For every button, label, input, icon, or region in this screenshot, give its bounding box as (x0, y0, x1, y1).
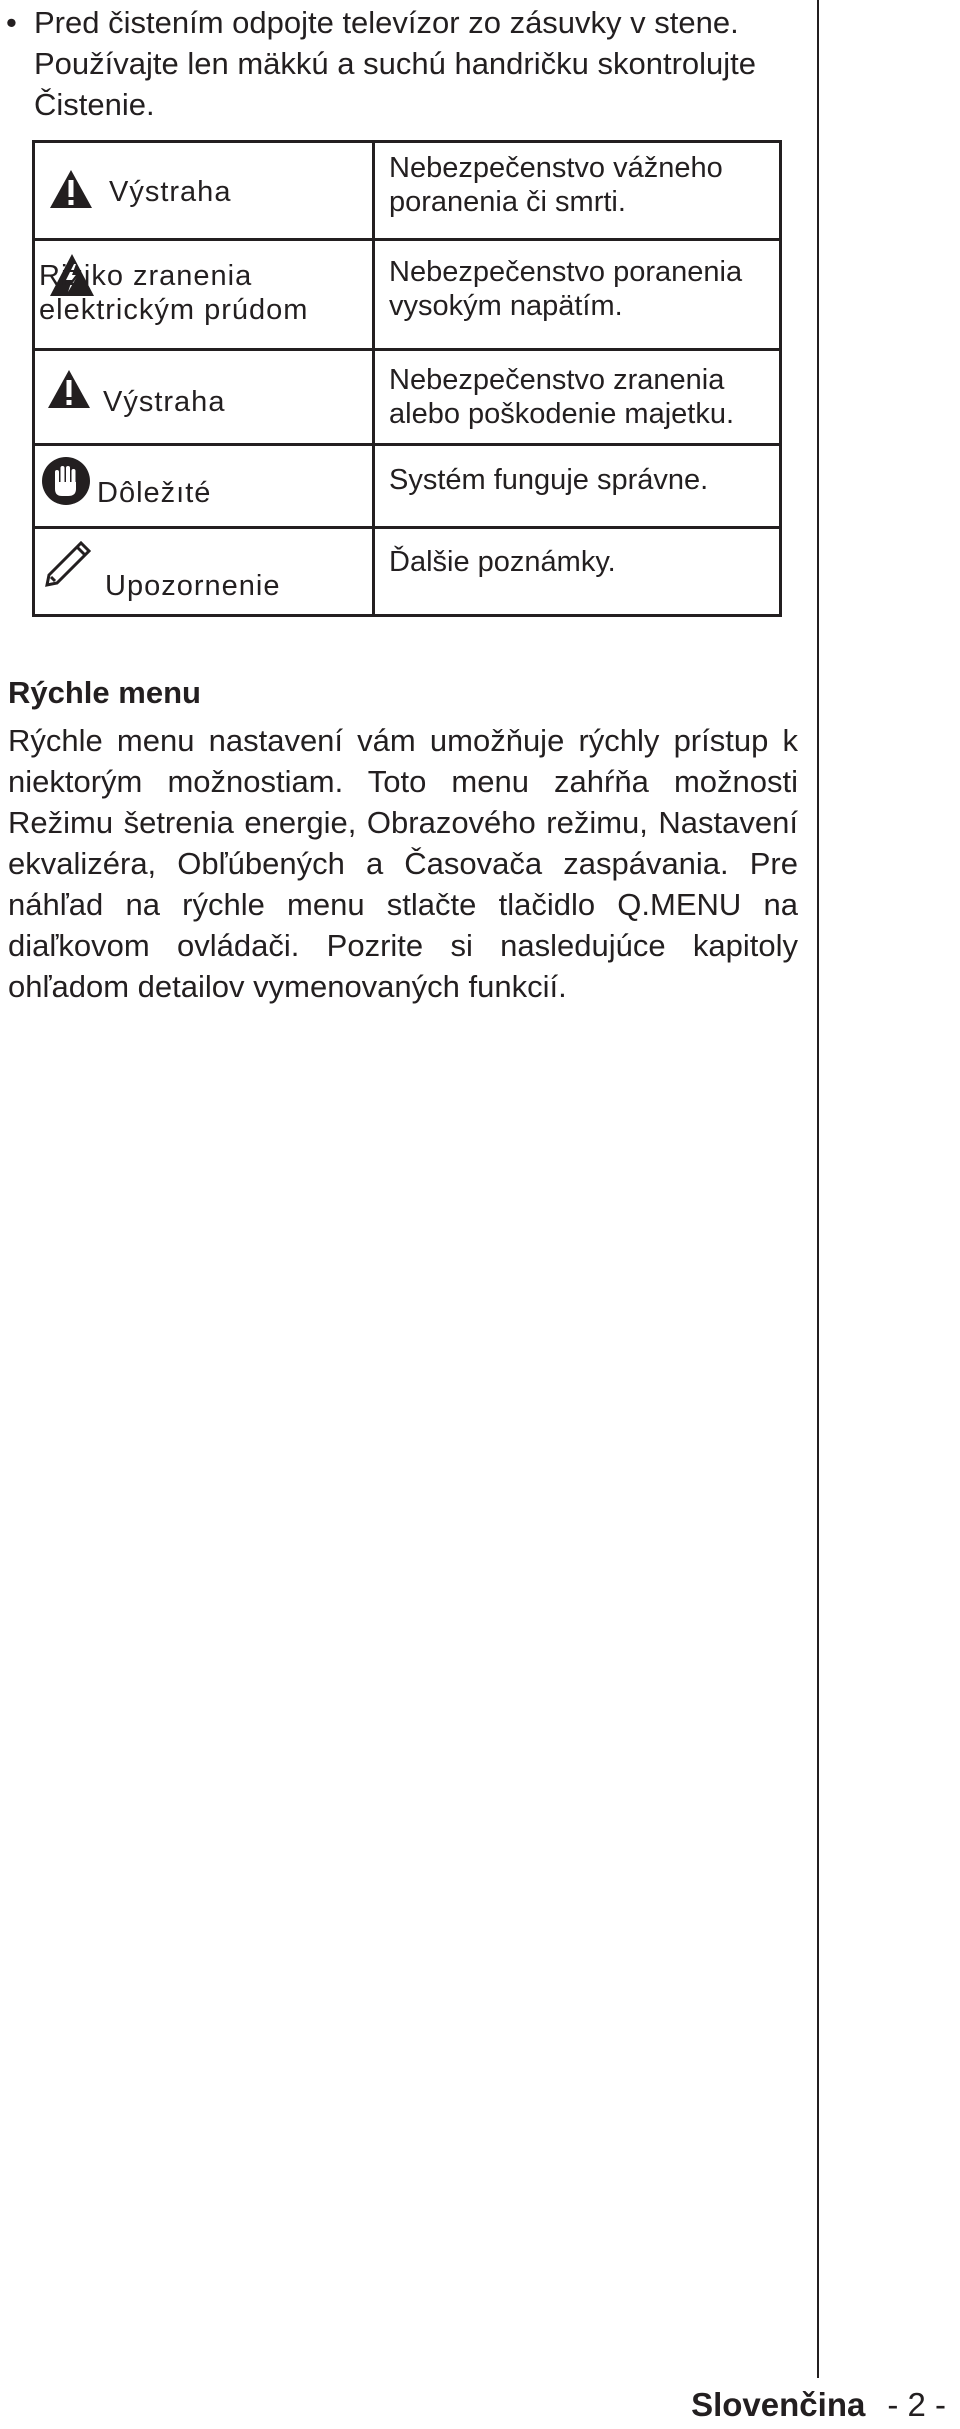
row-description: Ďalšie poznámky. (389, 546, 616, 578)
footer-language: Slovenčina (691, 2386, 866, 2423)
row-description: Nebezpečenstvo poranenia vysokým napätím. (389, 256, 743, 322)
table-row-label-cell (35, 529, 372, 617)
warning-triangle-icon (47, 369, 91, 409)
table-row-label-cell (35, 351, 372, 443)
row-label: Výstraha (103, 386, 226, 418)
table-row-label-cell (35, 143, 372, 238)
row-description: Nebezpečenstvo vážneho poranenia či smrti. (389, 152, 723, 218)
section-title: Rýchle menu (8, 675, 201, 710)
row-label-electric: Riziko zranenia elektrickým prúdom (39, 260, 309, 326)
bullet-marker: • (6, 5, 17, 40)
bullet-text: Pred čistením odpojte televízor zo zásuvky v stene. Používajte len mäkkú a suchú handričku skontrolujte Čistenie. (34, 5, 757, 122)
page-footer (691, 2385, 946, 2425)
safety-symbols-table (32, 140, 782, 617)
pencil-note-icon (41, 535, 97, 587)
row-label: Výstraha (109, 176, 232, 208)
footer-page-number: - 2 - (887, 2386, 946, 2423)
row-label: Upozornenie (105, 570, 281, 602)
row-description: Systém funguje správne. (389, 464, 709, 496)
table-row-label-cell (35, 241, 372, 348)
warning-triangle-icon (49, 169, 93, 209)
row-label: Dôležıté (97, 477, 212, 509)
table-row-label-cell (35, 446, 372, 526)
hand-stop-icon (41, 456, 91, 506)
section-body: Rýchle menu nastavení vám umožňuje rýchly prístup k niektorým možnostiam. Toto menu zahŕňa možnosti Režimu šetrenia energie, Obrazového režimu, Nastavení ekvalizéra, Obľúbených a Časovača zaspávania. Pre náhľad na rýchle menu stlačte tlačidlo Q.MENU na diaľkovom ovládači. Pozrite si nasledujúce kapitoly ohľadom detailov vymenovaných funkcií. (8, 723, 798, 1004)
table-column-divider (372, 143, 375, 614)
row-description: Nebezpečenstvo zranenia alebo poškodenie majetku. (389, 364, 735, 430)
page-vertical-rule (817, 0, 819, 2378)
